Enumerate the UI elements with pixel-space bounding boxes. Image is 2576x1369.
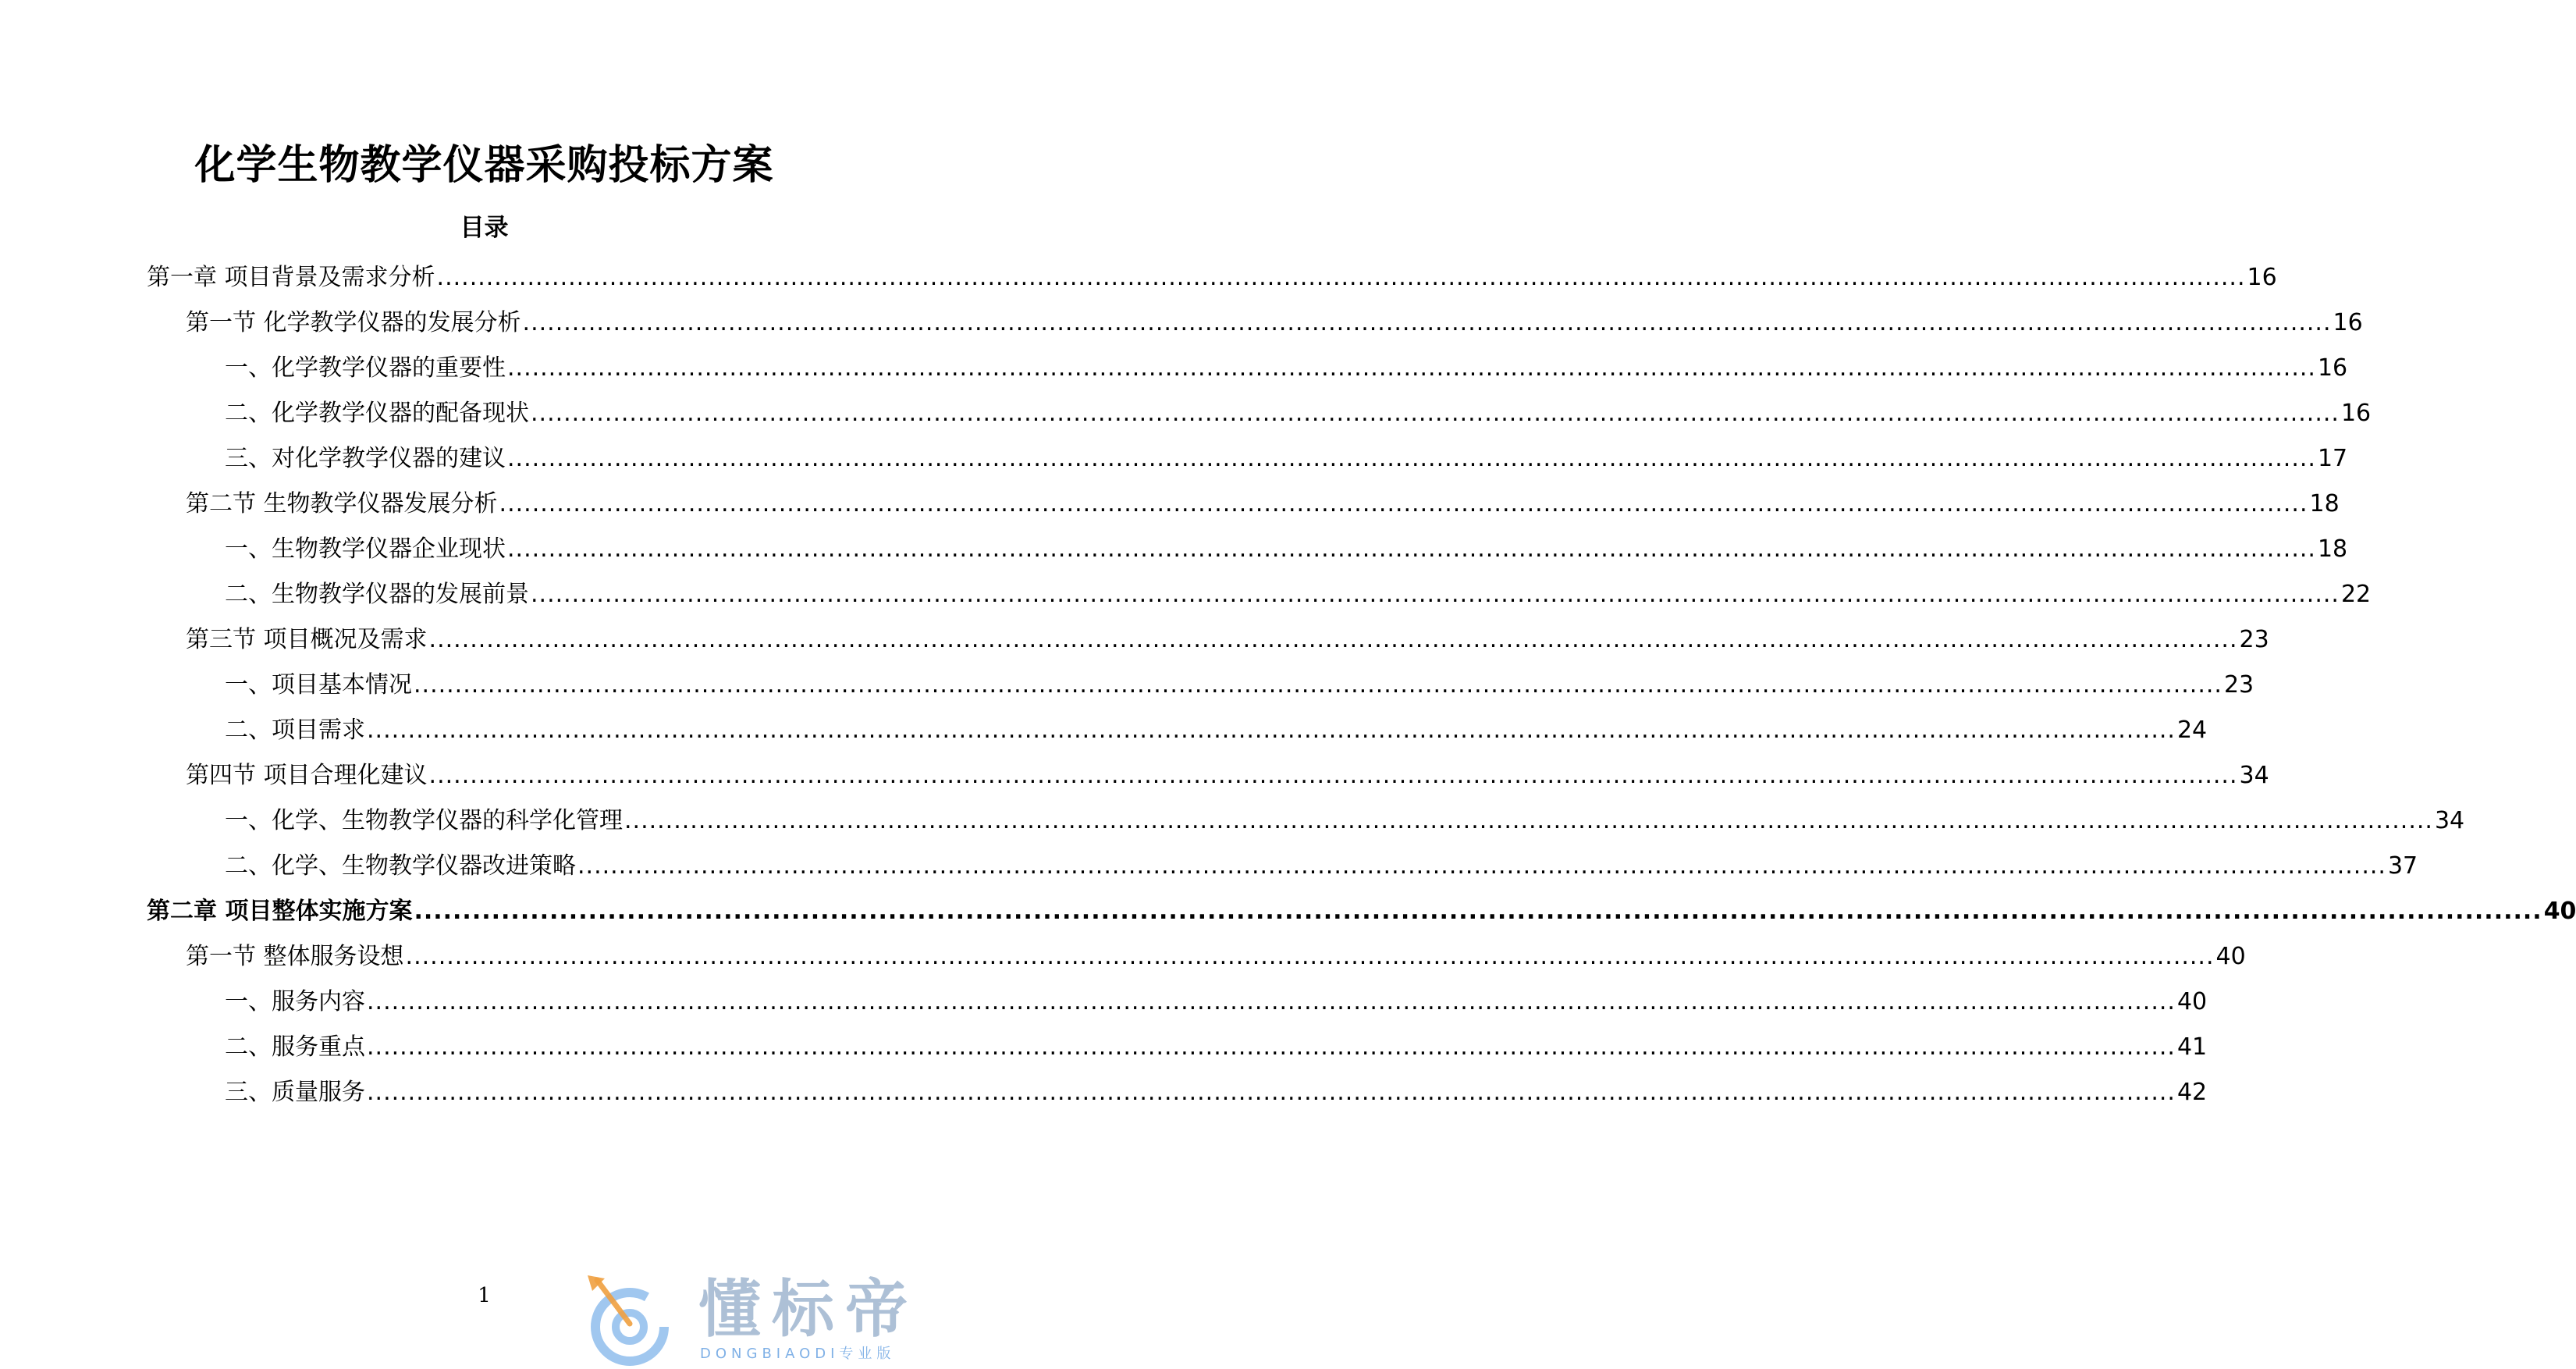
toc-entry-label: 一、化学教学仪器的重要性 xyxy=(225,354,506,382)
toc-entry-page: 24 xyxy=(2176,717,2208,744)
toc-entry-label: 一、服务内容 xyxy=(225,988,365,1015)
toc-entry-label: 二、项目需求 xyxy=(225,717,365,744)
toc-entry[interactable] xyxy=(225,442,2348,476)
toc-entry-label: 三、质量服务 xyxy=(225,1079,365,1106)
toc-entry[interactable] xyxy=(225,804,2465,838)
toc-entry[interactable] xyxy=(147,261,2277,295)
toc-leader-dots: ............................................................................................................................................................................................................................ xyxy=(499,490,2308,517)
toc-leader-dots: ............................................................................................................................................................................................................................ xyxy=(522,309,2332,336)
toc-entry[interactable] xyxy=(225,849,2418,884)
toc-leader-dots: ............................................................................................................................................................................................................................ xyxy=(405,943,2215,970)
toc-entry-label: 第一节 整体服务设想 xyxy=(186,943,404,970)
toc-leader-dots: ............................................................................................................................................................................................................................ xyxy=(507,445,2316,472)
toc-leader-dots: ............................................................................................................................................................................................................................ xyxy=(414,671,2222,699)
toc-entry-page: 42 xyxy=(2176,1079,2208,1106)
toc-leader-dots: ............................................................................................................................................................................................................................ xyxy=(428,762,2238,789)
toc-entry-label: 第一章 项目背景及需求分析 xyxy=(147,264,435,291)
toc-entry[interactable] xyxy=(225,351,2348,386)
toc-entry[interactable] xyxy=(225,985,2208,1019)
watermark-text: 懂标帝 xyxy=(698,1273,918,1346)
toc-entry[interactable] xyxy=(225,396,2372,431)
toc-leader-dots: ............................................................................................................................................................................................................................ xyxy=(507,535,2316,563)
toc-leader-dots: ............................................................................................................................................................................................................................ xyxy=(367,1079,2176,1106)
toc-entry-label: 一、化学、生物教学仪器的科学化管理 xyxy=(225,807,623,834)
toc-entry-page: 16 xyxy=(2247,264,2277,291)
toc-leader-dots: ............................................................................................................................................................................................................................ xyxy=(436,264,2246,291)
watermark-subtext: DONGBIAODI专业版 xyxy=(700,1346,896,1362)
toc-heading: 目录 xyxy=(460,214,509,242)
watermark-logo xyxy=(581,1275,956,1366)
toc-entry-page: 40 xyxy=(2215,943,2246,970)
page-number: 1 xyxy=(478,1284,491,1307)
toc-leader-dots: ............................................................................................................................................................................................................................ xyxy=(531,581,2340,608)
toc-entry-page: 22 xyxy=(2340,581,2372,608)
toc-entry[interactable] xyxy=(147,894,2576,929)
toc-entry-page: 40 xyxy=(2543,898,2576,925)
toc-leader-dots: ............................................................................................................................................................................................................................ xyxy=(531,400,2340,427)
toc-entry-label: 第一节 化学教学仪器的发展分析 xyxy=(186,309,521,336)
toc-entry[interactable] xyxy=(225,668,2254,702)
target-arrow-icon xyxy=(581,1275,683,1366)
toc-leader-dots: ............................................................................................................................................................................................................................ xyxy=(507,354,2316,382)
toc-leader-dots: ............................................................................................................................................................................................................................ xyxy=(367,988,2176,1015)
toc-leader-dots: ............................................................................................................................................................................................................................ xyxy=(577,852,2386,880)
toc-entry[interactable] xyxy=(186,306,2363,340)
toc-entry-label: 一、项目基本情况 xyxy=(225,671,412,699)
toc-entry[interactable] xyxy=(225,1076,2208,1110)
toc-entry[interactable] xyxy=(225,532,2348,567)
toc-leader-dots: ............................................................................................................................................................................................................................ xyxy=(428,626,2238,653)
toc-entry-label: 三、对化学教学仪器的建议 xyxy=(225,445,506,472)
toc-entry-label: 第二节 生物教学仪器发展分析 xyxy=(186,490,498,517)
toc-entry-label: 二、化学教学仪器的配备现状 xyxy=(225,400,529,427)
toc-entry-label: 第二章 项目整体实施方案 xyxy=(147,898,413,925)
toc-entry-page: 18 xyxy=(2317,535,2348,563)
toc-entry-page: 16 xyxy=(2317,354,2348,382)
toc-entry-label: 二、服务重点 xyxy=(225,1033,365,1061)
toc-entry-page: 34 xyxy=(2239,762,2269,789)
document-title: 化学生物教学仪器采购投标方案 xyxy=(194,142,774,189)
toc-entry-page: 37 xyxy=(2387,852,2418,880)
toc-entry-page: 17 xyxy=(2317,445,2348,472)
toc-entry[interactable] xyxy=(186,759,2269,793)
toc-entry[interactable] xyxy=(186,623,2269,657)
toc-entry-page: 40 xyxy=(2176,988,2208,1015)
toc-leader-dots: ............................................................................................................................................................................................................................ xyxy=(367,717,2176,744)
toc-entry[interactable] xyxy=(225,713,2208,748)
toc-entry[interactable] xyxy=(225,578,2372,612)
toc-entry-page: 41 xyxy=(2176,1033,2208,1061)
toc-entry-page: 18 xyxy=(2309,490,2340,517)
toc-entry[interactable] xyxy=(186,487,2340,521)
toc-leader-dots: ............................................................................................................................................................................................................................ xyxy=(414,898,2542,925)
toc-entry-label: 二、生物教学仪器的发展前景 xyxy=(225,581,529,608)
toc-entry-label: 第三节 项目概况及需求 xyxy=(186,626,428,653)
toc-entry-page: 34 xyxy=(2434,807,2465,834)
toc-entry-page: 23 xyxy=(2223,671,2254,699)
toc-entry-page: 23 xyxy=(2239,626,2269,653)
toc-entry[interactable] xyxy=(225,1030,2208,1065)
toc-leader-dots: ............................................................................................................................................................................................................................ xyxy=(367,1033,2176,1061)
toc-entry-label: 一、生物教学仪器企业现状 xyxy=(225,535,506,563)
toc-leader-dots: ............................................................................................................................................................................................................................ xyxy=(624,807,2433,834)
toc-entry-label: 第四节 项目合理化建议 xyxy=(186,762,428,789)
toc-entry[interactable] xyxy=(186,940,2246,974)
toc-entry-page: 16 xyxy=(2333,309,2363,336)
toc-entry-page: 16 xyxy=(2340,400,2372,427)
toc-entry-label: 二、化学、生物教学仪器改进策略 xyxy=(225,852,576,880)
